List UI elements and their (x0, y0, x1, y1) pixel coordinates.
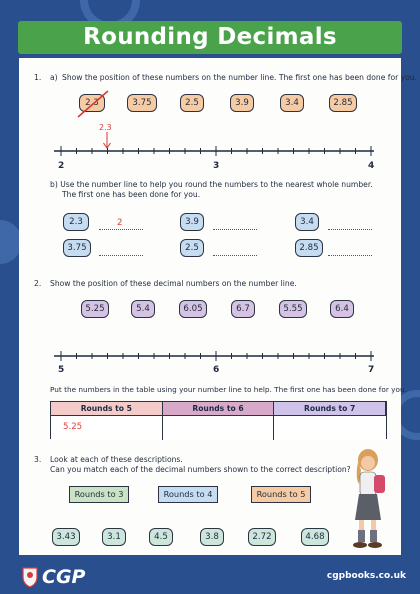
q1-chip-value: 3.9 (235, 98, 249, 108)
q1-number: 1. (34, 73, 42, 82)
round-chip[interactable] (180, 213, 204, 231)
q2-chip-value: 5.55 (283, 304, 303, 314)
axis-label: 2 (58, 161, 65, 171)
round-chip-value: 2.5 (185, 243, 199, 253)
logo-text: CGP (42, 566, 86, 588)
description-label-text: Rounds to 3 (74, 489, 124, 499)
q1-part-a: a) (50, 73, 58, 82)
description-label-text: Rounds to 4 (163, 489, 213, 499)
q1-chip[interactable] (329, 94, 357, 112)
q1-chip-value: 2.3 (85, 98, 99, 108)
q2-chip[interactable] (81, 300, 109, 318)
q1-chip[interactable] (280, 94, 304, 112)
example-answer: 2 (117, 218, 123, 228)
q1-chip-value: 3.75 (132, 98, 152, 108)
q2-chip-value: 6.7 (236, 304, 250, 314)
q2-chip[interactable] (330, 300, 354, 318)
table-header: Rounds to 6 (163, 402, 275, 416)
q2-number: 2. (34, 279, 42, 288)
round-chip-value: 2.3 (69, 217, 83, 227)
table-cell[interactable] (51, 416, 163, 440)
q2-chip-value: 5.4 (136, 304, 150, 314)
q3-chip-value: 3.43 (56, 532, 76, 542)
q2-chip-value: 6.4 (335, 304, 349, 314)
q3-chip[interactable] (52, 528, 80, 546)
axis-label: 3 (213, 161, 220, 171)
axis-label: 5 (58, 365, 65, 375)
q1-chip[interactable] (79, 94, 105, 112)
round-chip[interactable] (63, 213, 89, 231)
q1-chip[interactable] (180, 94, 204, 112)
crest-icon (20, 566, 40, 588)
cgp-logo (20, 566, 90, 588)
q1-chip-value: 2.5 (185, 98, 199, 108)
q3-chip-value: 4.5 (154, 532, 168, 542)
q2-chip[interactable] (231, 300, 255, 318)
round-chip[interactable] (295, 239, 323, 257)
description-label-text: Rounds to 5 (256, 489, 306, 499)
table-cell[interactable] (163, 416, 275, 440)
q1-chip-value: 3.4 (285, 98, 299, 108)
round-chip[interactable] (180, 239, 204, 257)
description-label[interactable] (158, 486, 218, 503)
q3-chip[interactable] (301, 528, 329, 546)
worksheet (19, 58, 417, 555)
q3-chip-value: 2.72 (252, 532, 272, 542)
q1-instruction-b-line2: The first one has been done for you. (62, 190, 201, 199)
q3-instruction-line2: Can you match each of the decimal numbers shown to the correct description? (50, 465, 351, 474)
number-line-5-to-7 (49, 349, 379, 363)
description-label[interactable] (69, 486, 129, 503)
round-chip[interactable] (295, 213, 319, 231)
round-chip-value: 2.85 (299, 243, 319, 253)
table-header: Rounds to 5 (51, 402, 163, 416)
table-cell[interactable] (274, 416, 386, 440)
answer-line[interactable] (99, 255, 143, 256)
number-line-2-to-4 (49, 144, 379, 158)
table-instruction: Put the numbers in the table using your number line to help. The first one has been done for you. (50, 385, 407, 394)
q3-number: 3. (34, 455, 42, 464)
q2-chip[interactable] (179, 300, 207, 318)
page-title: Rounding Decimals (18, 21, 402, 54)
q1-chip[interactable] (127, 94, 157, 112)
table-header: Rounds to 7 (274, 402, 386, 416)
round-chip-value: 3.9 (185, 217, 199, 227)
answer-line[interactable] (328, 229, 372, 230)
axis-label: 7 (368, 365, 375, 375)
q1-instruction-b-line1: b) Use the number line to help you round the numbers to the nearest whole number. (50, 180, 373, 189)
answer-line[interactable] (213, 255, 257, 256)
student-illustration (345, 448, 395, 552)
footer-url[interactable]: cgpbooks.co.uk (326, 571, 406, 581)
answer-line[interactable] (213, 229, 257, 230)
q3-instruction-line1: Look at each of these descriptions. (50, 455, 183, 464)
table-example: 5.25 (63, 422, 83, 432)
q2-instruction: Show the position of these decimal numbers on the number line. (50, 279, 297, 288)
axis-label: 6 (213, 365, 220, 375)
description-label[interactable] (251, 486, 311, 503)
q2-chip-value: 5.25 (85, 304, 105, 314)
round-chip-value: 3.75 (67, 243, 87, 253)
q1-chip[interactable] (230, 94, 254, 112)
q1-chip-value: 2.85 (333, 98, 353, 108)
q2-chip[interactable] (131, 300, 155, 318)
answer-line[interactable] (99, 229, 143, 230)
q2-chip-value: 6.05 (183, 304, 203, 314)
answer-line[interactable] (328, 255, 372, 256)
q3-chip-value: 3.8 (205, 532, 219, 542)
q3-chip-value: 3.1 (107, 532, 121, 542)
axis-label: 4 (368, 161, 375, 171)
marker-label: 2.3 (99, 123, 112, 132)
q2-chip[interactable] (279, 300, 307, 318)
round-chip-value: 3.4 (300, 217, 314, 227)
q3-chip-value: 4.68 (305, 532, 325, 542)
q3-chip[interactable] (248, 528, 276, 546)
q3-chip[interactable] (149, 528, 173, 546)
q3-chip[interactable] (102, 528, 126, 546)
q3-chip[interactable] (200, 528, 224, 546)
q1-instruction-a: Show the position of these numbers on the number line. The first one has been done for you. (62, 73, 417, 82)
round-chip[interactable] (63, 239, 91, 257)
crossed-out-mark (76, 89, 110, 119)
rounding-table (50, 401, 387, 439)
